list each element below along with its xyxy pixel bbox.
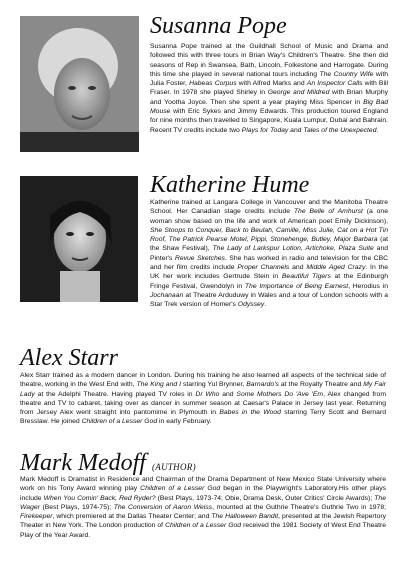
bio-segment: . She has worked in radio and television for the CBC and her film credits include bbox=[150, 254, 389, 272]
bio-segment: The Belle of Amhurst bbox=[293, 208, 363, 216]
bio-segment: and bbox=[219, 390, 237, 398]
bio-segment: The Conversion of Aaron Weiss bbox=[113, 503, 213, 511]
bio-segment: George and Mildred bbox=[267, 89, 330, 97]
bio-segment: , presented at the Jewish Repertory Theater in New York. The London production of bbox=[20, 513, 387, 530]
bio-segment: at the Royalty Theatre and bbox=[278, 381, 364, 389]
bio-segment: Beautiful Tigers bbox=[281, 273, 331, 281]
bio-segment: Revue Sketches bbox=[174, 254, 225, 262]
bio-segment: The King and I bbox=[136, 381, 182, 389]
bio-segment: , which premiered at the Dallas Theater Center; and bbox=[52, 513, 212, 521]
bio-segment: The Halloween Bandit bbox=[211, 513, 279, 521]
bio-segment: The Lady of Larkspur Lotion, Artichoke, Plaza Suite bbox=[212, 245, 374, 253]
bio-segment: When You Comin' Back, Red Ryder? bbox=[43, 494, 156, 502]
bio-segment: Odyssey bbox=[237, 301, 265, 309]
portrait-susanna-pope bbox=[20, 16, 139, 152]
bio-segment: Susanna Pope trained at the Guildhall School of Music and Drama and followed this with three tours in Brian Way's Children's Theatre. She then did seasons of Rep in Swansea, Bath, Lincoln, Folkestone and Harrogate. During this time she played in several national tours including bbox=[150, 43, 388, 78]
bio-segment: with Julia Foster, bbox=[150, 70, 388, 88]
bio-katherine-hume bbox=[150, 198, 388, 310]
bio-segment: Tales of the Unexpected. bbox=[303, 126, 379, 134]
bio-segment: in early February. bbox=[157, 418, 212, 426]
bio-segment: Middle Aged Crazy bbox=[306, 264, 366, 272]
bio-segment: Barnardo's bbox=[246, 381, 279, 389]
bio-segment: An Inspector Calls bbox=[306, 80, 363, 88]
bio-segment: and bbox=[289, 264, 307, 272]
bio-segment: starring Terry Scott and Bernard Bresslaw. He joined bbox=[20, 409, 386, 426]
bio-segment: Children of a Lesser God bbox=[81, 418, 158, 426]
bio-segment: . bbox=[264, 301, 267, 309]
bio-segment: The Importance of Being Earnest bbox=[244, 282, 349, 290]
name-susanna-pope: Susanna Pope bbox=[150, 13, 287, 39]
bio-segment: Jochanaan bbox=[150, 291, 184, 299]
bio-segment: at the Edinburgh Fringe Festival, Gwendolyn in bbox=[150, 273, 388, 290]
bio-segment: The Wager bbox=[20, 494, 386, 511]
author-role-label: (AUTHOR) bbox=[151, 462, 196, 472]
bio-segment: Mark Medoff is Dramatist in Residence and Chairman of the Drama Department of New Mexico State University where work on his Tony Award winning play bbox=[20, 476, 386, 493]
author-name: Mark Medoff bbox=[20, 450, 146, 476]
bio-segment: began in the Playwright's Laboratory.His other plays include bbox=[20, 485, 387, 502]
bio-segment: Big Bad Mouse bbox=[150, 98, 388, 116]
bio-segment: Babes in the Wood bbox=[219, 409, 281, 417]
name-alex-starr: Alex Starr bbox=[20, 345, 118, 371]
bio-segment: (Best Plays, 1974-75); bbox=[39, 503, 114, 511]
bio-segment: received the 1981 Society of West End Theatre Play of the Year Award. bbox=[20, 522, 387, 539]
bio-alex-starr bbox=[20, 371, 386, 427]
bio-mark-medoff bbox=[20, 475, 386, 540]
bio-susanna-pope bbox=[150, 42, 388, 135]
bio-segment: Habeas Corpus bbox=[189, 80, 237, 88]
bio-segment: Katherine trained at Langara College in Vancouver and the Manitoba Theatre School. Her Canadian stage credits include bbox=[150, 199, 388, 216]
bio-segment: (at the Shaw Festival), bbox=[150, 236, 388, 253]
name-mark-medoff bbox=[20, 451, 196, 475]
bio-segment: with Brian Murphy and Yootha Joyce. Then she spent a year playing Miss Spencer in bbox=[150, 89, 388, 106]
bio-segment: My Fair Lady bbox=[20, 381, 386, 398]
bio-segment: Some Mothers Do 'Ave 'Em bbox=[236, 390, 324, 398]
bio-segment: at Theatre Arduduwy in Wales and a tour of London schools with a Star Trek version of Homer's bbox=[150, 291, 388, 309]
bio-segment: and Pinter's bbox=[150, 245, 389, 262]
bio-segment: , mounted at the Guthrie Theatre's Guthrie Two in 1978; bbox=[212, 503, 387, 511]
bio-segment: with Eric Sykes and Jimmy Edwards. This production toured England for nine months then travelled to Singapore, Kuala Lumpur, Dubai and Bahrain. Recent TV credits include two bbox=[150, 108, 388, 134]
bio-segment: starring Yul Brynner, bbox=[181, 381, 247, 389]
bio-segment: with Bill Fraser. In 1978 she played Shirley in bbox=[150, 80, 388, 97]
bio-segment: Firekeeper bbox=[20, 513, 53, 521]
bio-segment: Alex Starr trained as a modern dancer in London. During his training he also learned all aspects of the technical side of theatre, working in the West End with, bbox=[20, 372, 386, 389]
bio-segment: Children of a Lesser God bbox=[165, 522, 242, 530]
bio-segment: . In the UK her work includes Gertrude Stein in bbox=[150, 264, 388, 281]
bio-segment: She Stoops to Conquer, Back to Beulah, Camille, Miss Julie, Cat on a Hot Tin Roof, The Patrick Pearse Motel, Pippi, Stonehenge, Butley, Major Barbara bbox=[150, 226, 388, 244]
bio-segment: The Country Wife bbox=[319, 70, 374, 78]
name-katherine-hume: Katherine Hume bbox=[150, 172, 310, 198]
bio-segment: Proper Channels bbox=[237, 264, 290, 272]
bio-segment: with Alfred Marks and bbox=[236, 80, 307, 88]
bio-segment: Children of a Lesser God bbox=[140, 485, 221, 493]
bio-segment: (a one woman show based on the life and work of American poet Emily Dickinson), bbox=[150, 208, 388, 225]
bio-segment: , Herodius in bbox=[348, 282, 388, 290]
bio-segment: Dr Who bbox=[195, 390, 220, 398]
bio-segment: (Best Plays, 1973-74; Obie, Drama Desk, Outer Critics' Circle Awards); bbox=[155, 494, 375, 502]
portrait-katherine-hume bbox=[20, 176, 138, 302]
bio-segment: , Alex changed from theatre and TV to cabaret, taking over as dancer in summer season at Caesar's Palace in Jersey last year. Returning from Jersey Alex went straight into pantomime in Plymouth in bbox=[20, 390, 387, 417]
bio-segment: Plays for Today bbox=[241, 126, 289, 134]
bio-segment: at the Adelphi Theatre. Having played TV roles in bbox=[34, 390, 196, 398]
bio-segment: and bbox=[288, 126, 304, 134]
